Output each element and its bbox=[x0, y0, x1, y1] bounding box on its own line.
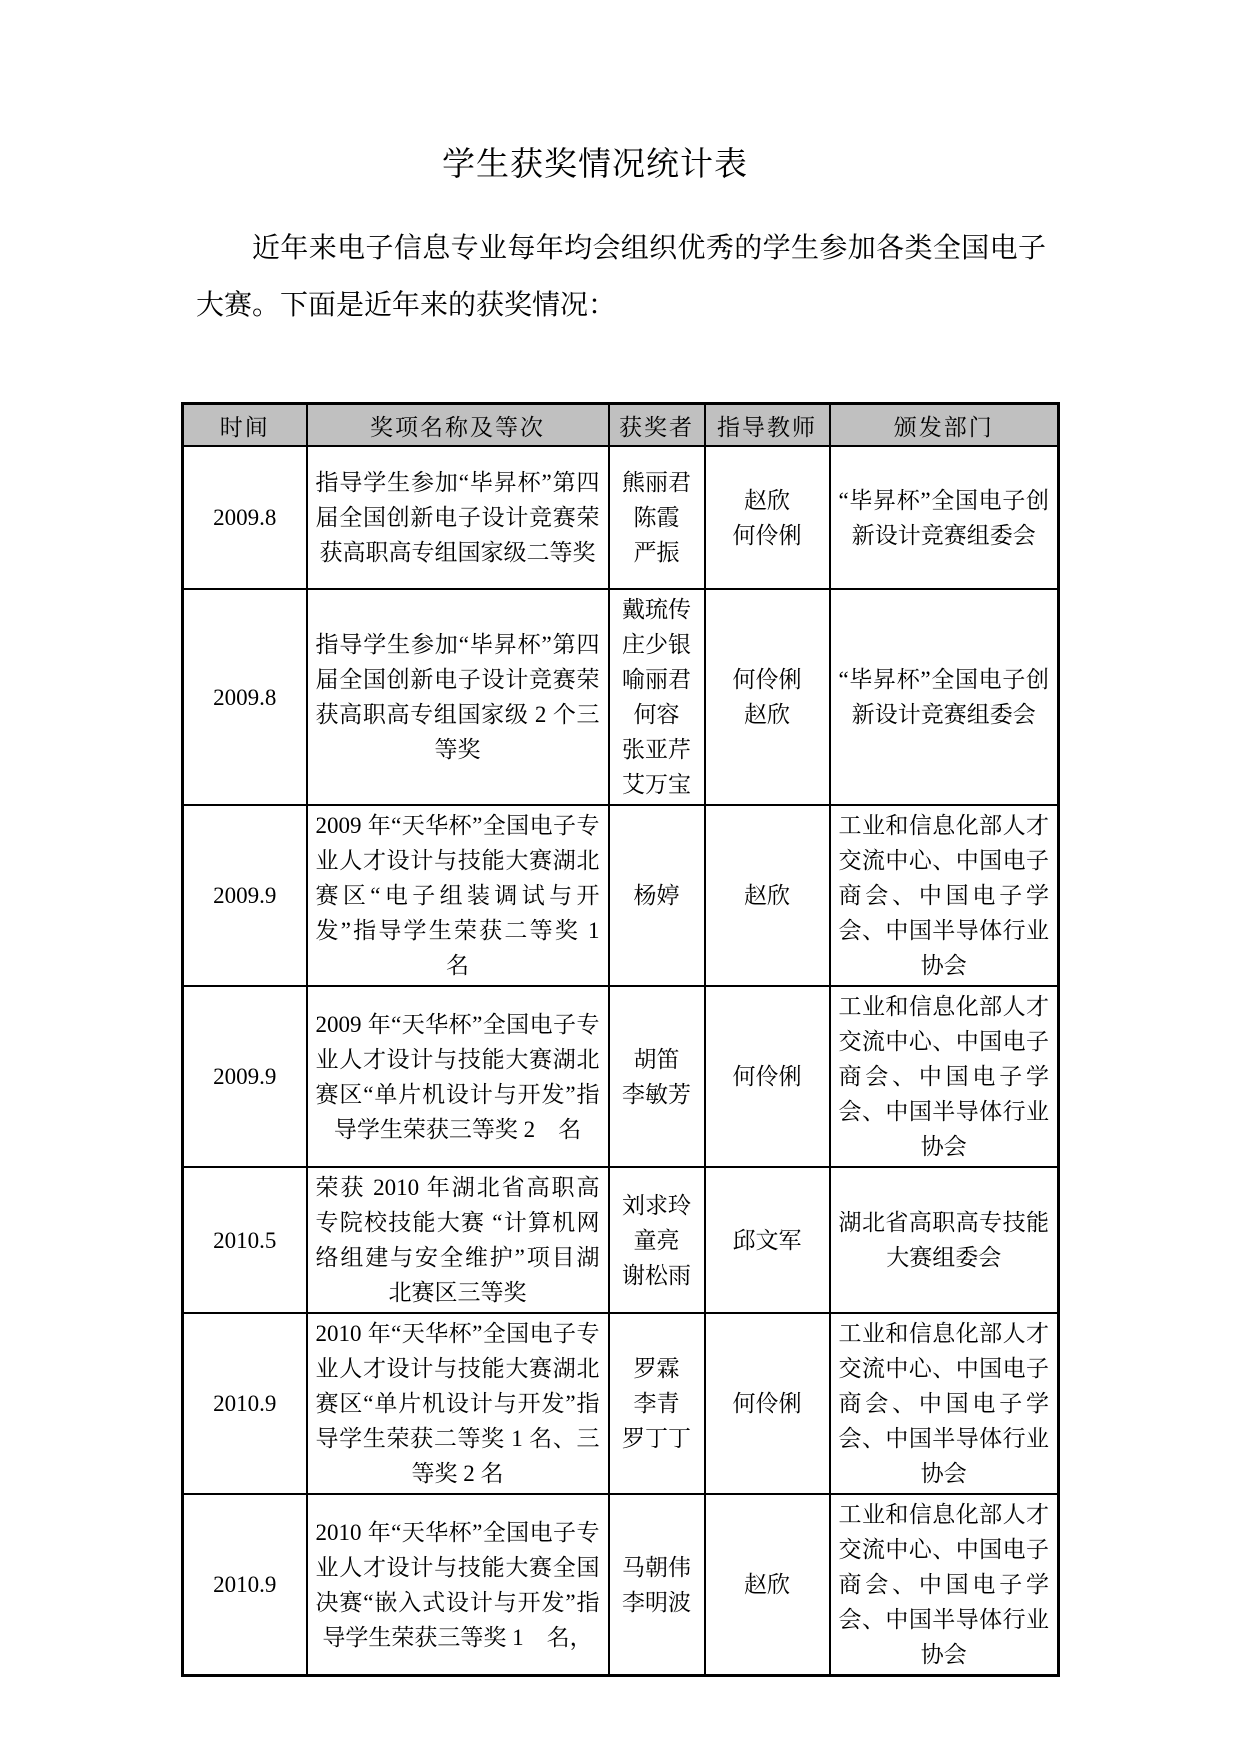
table-row bbox=[183, 589, 1059, 805]
department-cell: 工业和信息化部人才交流中心、中国电子商会、中国电子学会、中国半导体行业协会 bbox=[830, 1313, 1059, 1494]
teacher-name: 何伶俐 bbox=[732, 667, 802, 692]
winner-name: 庄少银 bbox=[622, 632, 691, 657]
winner-name: 童亮 bbox=[633, 1227, 680, 1253]
winners-cell bbox=[609, 589, 705, 805]
intro-paragraph: 近年来电子信息专业每年均会组织优秀的学生参加各类全国电子大赛。下面是近年来的获奖情况： bbox=[196, 233, 1046, 321]
winner-name: 何容 bbox=[633, 702, 680, 727]
winner-name: 谢松雨 bbox=[622, 1262, 691, 1288]
winner-name: 胡笛 bbox=[633, 1046, 680, 1072]
teachers-cell bbox=[705, 589, 830, 805]
awards-table-body bbox=[183, 446, 1059, 1676]
teacher-name: 何伶俐 bbox=[732, 1064, 802, 1089]
winner-name: 艾万宝 bbox=[622, 772, 691, 797]
winner-name: 马朝伟 bbox=[622, 1554, 691, 1580]
time-cell: 2009.8 bbox=[183, 446, 307, 589]
winner-name: 李青 bbox=[633, 1391, 680, 1416]
teachers-cell bbox=[705, 446, 830, 589]
table-row bbox=[183, 986, 1059, 1167]
award-cell: 2009 年“天华杯”全国电子专业人才设计与技能大赛湖北赛区“单片机设计与开发”指导学生荣获三等奖 2 名 bbox=[307, 986, 609, 1167]
department-cell: 湖北省高职高专技能大赛组委会 bbox=[830, 1167, 1059, 1313]
table-row bbox=[183, 1313, 1059, 1494]
award-cell: 2009 年“天华杯”全国电子专业人才设计与技能大赛湖北赛区“电子组装调试与开发”指导学生荣获二等奖 1 名 bbox=[307, 805, 609, 986]
winner-name: 李敏芳 bbox=[622, 1081, 691, 1107]
award-cell: 指导学生参加“毕昇杯”第四届全国创新电子设计竞赛荣获高职高专组国家级 2 个三等奖 bbox=[307, 589, 609, 805]
department-cell: 工业和信息化部人才交流中心、中国电子商会、中国电子学会、中国半导体行业协会 bbox=[830, 805, 1059, 986]
department-cell: 工业和信息化部人才交流中心、中国电子商会、中国电子学会、中国半导体行业协会 bbox=[830, 986, 1059, 1167]
winner-name: 严振 bbox=[633, 540, 680, 565]
column-header-0: 时间 bbox=[183, 404, 307, 447]
winner-name: 熊丽君 bbox=[622, 470, 691, 495]
winners-cell bbox=[609, 446, 705, 589]
winners-cell bbox=[609, 986, 705, 1167]
winners-cell bbox=[609, 1494, 705, 1676]
winner-name: 喻丽君 bbox=[622, 667, 691, 692]
awards-table bbox=[181, 402, 1060, 1677]
table-row bbox=[183, 1494, 1059, 1676]
winner-name: 戴琉传 bbox=[622, 597, 691, 622]
teachers-cell bbox=[705, 1313, 830, 1494]
column-header-3: 指导教师 bbox=[705, 404, 830, 447]
time-cell: 2009.9 bbox=[183, 986, 307, 1167]
time-cell: 2009.8 bbox=[183, 589, 307, 805]
award-cell: 2010 年“天华杯”全国电子专业人才设计与技能大赛湖北赛区“单片机设计与开发”指导学生荣获二等奖 1 名、三等奖 2 名 bbox=[307, 1313, 609, 1494]
award-cell: 荣获 2010 年湖北省高职高专院校技能大赛 “计算机网络组建与安全维护”项目湖北赛区三等奖 bbox=[307, 1167, 609, 1313]
table-row bbox=[183, 805, 1059, 986]
department-cell: “毕昇杯”全国电子创新设计竞赛组委会 bbox=[830, 589, 1059, 805]
award-cell: 2010 年“天华杯”全国电子专业人才设计与技能大赛全国决赛“嵌入式设计与开发”指导学生荣获三等奖 1 名， bbox=[307, 1494, 609, 1676]
award-cell: 指导学生参加“毕昇杯”第四届全国创新电子设计竞赛荣获高职高专组国家级二等奖 bbox=[307, 446, 609, 589]
teacher-name: 何伶俐 bbox=[732, 522, 802, 548]
teachers-cell bbox=[705, 1167, 830, 1313]
page-title: 学生获奖情况统计表 bbox=[442, 147, 748, 183]
table-row bbox=[183, 1167, 1059, 1313]
winners-cell bbox=[609, 805, 705, 986]
teacher-name: 赵欣 bbox=[744, 702, 790, 727]
teacher-name: 赵欣 bbox=[744, 1572, 790, 1597]
column-header-1: 奖项名称及等次 bbox=[307, 404, 609, 447]
time-cell: 2010.9 bbox=[183, 1494, 307, 1676]
winner-name: 刘求玲 bbox=[622, 1192, 691, 1218]
teacher-name: 邱文军 bbox=[732, 1227, 802, 1253]
column-header-4: 颁发部门 bbox=[830, 404, 1059, 447]
table-row bbox=[183, 446, 1059, 589]
teachers-cell bbox=[705, 1494, 830, 1676]
table-header-row bbox=[183, 404, 1059, 447]
teacher-name: 赵欣 bbox=[744, 487, 790, 513]
winner-name: 张亚芹 bbox=[622, 737, 691, 762]
time-cell: 2010.9 bbox=[183, 1313, 307, 1494]
winners-cell bbox=[609, 1167, 705, 1313]
teachers-cell bbox=[705, 805, 830, 986]
winner-name: 罗霖 bbox=[633, 1356, 680, 1381]
time-cell: 2009.9 bbox=[183, 805, 307, 986]
column-header-2: 获奖者 bbox=[609, 404, 705, 447]
teacher-name: 赵欣 bbox=[744, 883, 790, 908]
winners-cell bbox=[609, 1313, 705, 1494]
winner-name: 杨婷 bbox=[633, 883, 680, 908]
department-cell: “毕昇杯”全国电子创新设计竞赛组委会 bbox=[830, 446, 1059, 589]
teachers-cell bbox=[705, 986, 830, 1167]
department-cell: 工业和信息化部人才交流中心、中国电子商会、中国电子学会、中国半导体行业协会 bbox=[830, 1494, 1059, 1676]
winner-name: 罗丁丁 bbox=[622, 1426, 691, 1451]
time-cell: 2010.5 bbox=[183, 1167, 307, 1313]
teacher-name: 何伶俐 bbox=[732, 1391, 802, 1416]
winner-name: 李明波 bbox=[622, 1589, 691, 1615]
winner-name: 陈霞 bbox=[633, 505, 680, 530]
